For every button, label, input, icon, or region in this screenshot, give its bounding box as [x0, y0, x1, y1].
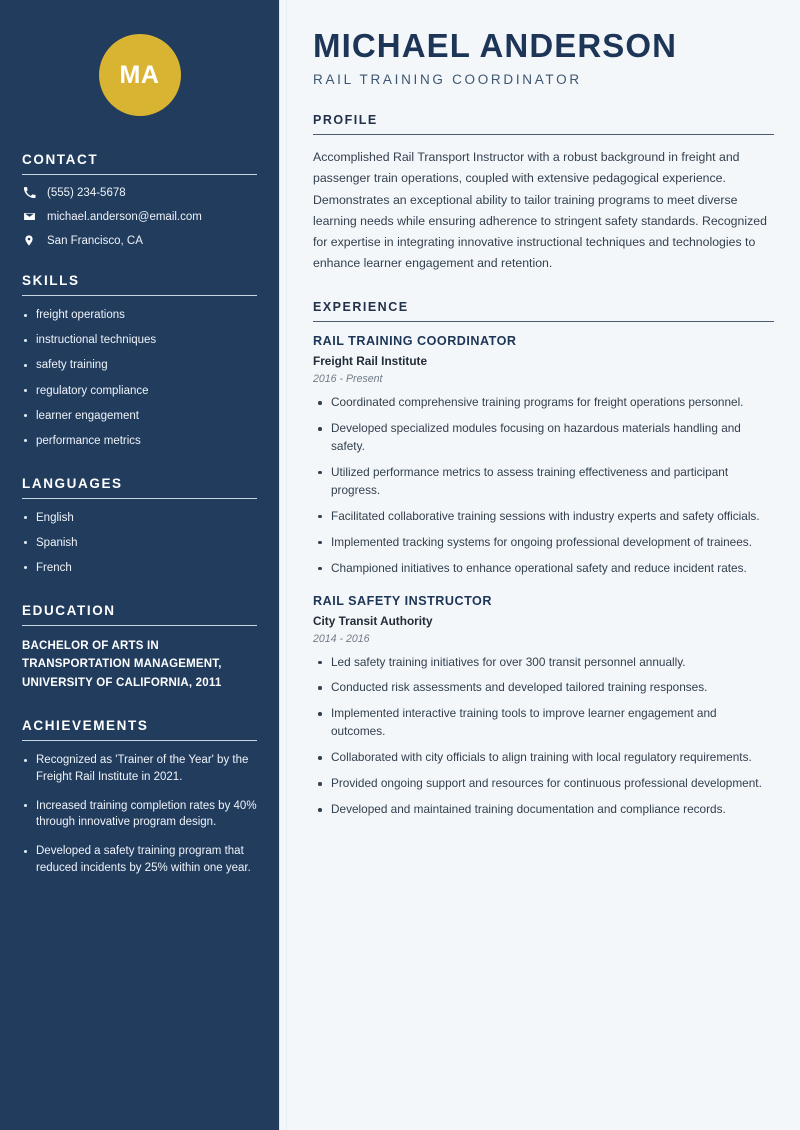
achievements-list: [22, 752, 257, 876]
experience-bullets: [313, 394, 774, 577]
map-pin-icon: [22, 234, 36, 247]
avatar: MA: [99, 34, 181, 116]
experience-entry: [313, 594, 774, 819]
job-title-subtitle: RAIL TRAINING COORDINATOR: [313, 72, 582, 88]
list-item: Developed specialized modules focusing on hazardous materials handling and safety.: [313, 420, 774, 456]
experience-section: [313, 300, 774, 819]
list-item: Implemented tracking systems for ongoing professional development of trainees.: [313, 534, 774, 552]
profile-section: [313, 113, 774, 274]
list-item: Conducted risk assessments and developed tailored training responses.: [313, 679, 774, 697]
list-item: Championed initiatives to enhance operational safety and reduce incident rates.: [313, 560, 774, 578]
contact-phone-value: (555) 234-5678: [47, 186, 126, 199]
contact-location-value: San Francisco, CA: [47, 234, 143, 247]
list-item: safety training: [22, 357, 257, 374]
education-section: [22, 603, 257, 693]
education-heading: EDUCATION: [22, 602, 116, 618]
phone-icon: [22, 186, 36, 199]
list-item: Developed and maintained training documentation and compliance records.: [313, 801, 774, 819]
main-content: [287, 0, 800, 1130]
list-item: Facilitated collaborative training sessions with industry experts and safety officials.: [313, 508, 774, 526]
list-item: Recognized as 'Trainer of the Year' by the Freight Rail Institute in 2021.: [22, 752, 257, 785]
experience-company: City Transit Authority: [313, 613, 433, 628]
experience-dates: 2016 - Present: [313, 373, 383, 386]
list-item: Utilized performance metrics to assess training effectiveness and participant progress.: [313, 464, 774, 500]
list-item: Developed a safety training program that reduced incidents by 25% within one year.: [22, 843, 257, 876]
sidebar: [0, 0, 279, 1130]
list-item: Increased training completion rates by 40% through innovative program design.: [22, 798, 257, 831]
contact-section: [22, 152, 257, 247]
list-item: Led safety training initiatives for over 300 transit personnel annually.: [313, 654, 774, 672]
experience-entry: [313, 334, 774, 577]
languages-section: [22, 476, 257, 577]
page-title: MICHAEL ANDERSON: [313, 27, 678, 64]
experience-role: RAIL SAFETY INSTRUCTOR: [313, 593, 492, 608]
experience-role: RAIL TRAINING COORDINATOR: [313, 334, 517, 349]
profile-divider: [313, 134, 774, 135]
envelope-icon: [22, 210, 36, 223]
avatar-container: [22, 0, 257, 152]
list-item: Implemented interactive training tools to improve learner engagement and outcomes.: [313, 705, 774, 741]
experience-dates: 2014 - 2016: [313, 632, 370, 645]
languages-heading: LANGUAGES: [22, 475, 123, 491]
profile-text: Accomplished Rail Transport Instructor with a robust background in freight and passenger train operations, coupled with extensive pedagogical experience. Demonstrates an exceptional ability to tailor training programs to meet diverse learning needs while ensuring adherence to stringent safety standards. Recognized for expertise in integrating innovative instructional techniques and technologies to enhance learner engagement and retention.: [313, 150, 767, 270]
contact-email-row[interactable]: [22, 210, 257, 223]
contact-email-value: michael.anderson@email.com: [47, 210, 202, 223]
experience-divider: [313, 321, 774, 322]
experience-heading: EXPERIENCE: [313, 300, 409, 315]
skills-list: [22, 307, 257, 450]
languages-list: [22, 510, 257, 577]
list-item: Provided ongoing support and resources for continuous professional development.: [313, 775, 774, 793]
experience-company: Freight Rail Institute: [313, 354, 428, 369]
list-item: instructional techniques: [22, 332, 257, 349]
list-item: regulatory compliance: [22, 383, 257, 400]
list-item: freight operations: [22, 307, 257, 324]
education-entry: BACHELOR OF ARTS IN TRANSPORTATION MANAGEMENT, UNIVERSITY OF CALIFORNIA, 2011: [22, 639, 222, 689]
languages-divider: [22, 498, 257, 499]
achievements-heading: ACHIEVEMENTS: [22, 718, 149, 734]
list-item: Collaborated with city officials to align training with local regulatory requirements.: [313, 749, 774, 767]
list-item: performance metrics: [22, 433, 257, 450]
achievements-section: [22, 718, 257, 876]
list-item: French: [22, 560, 257, 577]
list-item: English: [22, 510, 257, 527]
contact-heading: CONTACT: [22, 152, 99, 167]
list-item: Spanish: [22, 535, 257, 552]
skills-heading: SKILLS: [22, 273, 80, 288]
profile-heading: PROFILE: [313, 113, 378, 128]
achievements-divider: [22, 740, 257, 741]
list-item: learner engagement: [22, 408, 257, 425]
education-divider: [22, 625, 257, 626]
contact-location-row[interactable]: [22, 234, 257, 247]
skills-section: [22, 273, 257, 450]
contact-divider: [22, 174, 257, 175]
skills-divider: [22, 295, 257, 296]
column-divider: [279, 0, 287, 1130]
experience-bullets: [313, 654, 774, 819]
contact-phone-row[interactable]: [22, 186, 257, 199]
list-item: Coordinated comprehensive training programs for freight operations personnel.: [313, 394, 774, 412]
